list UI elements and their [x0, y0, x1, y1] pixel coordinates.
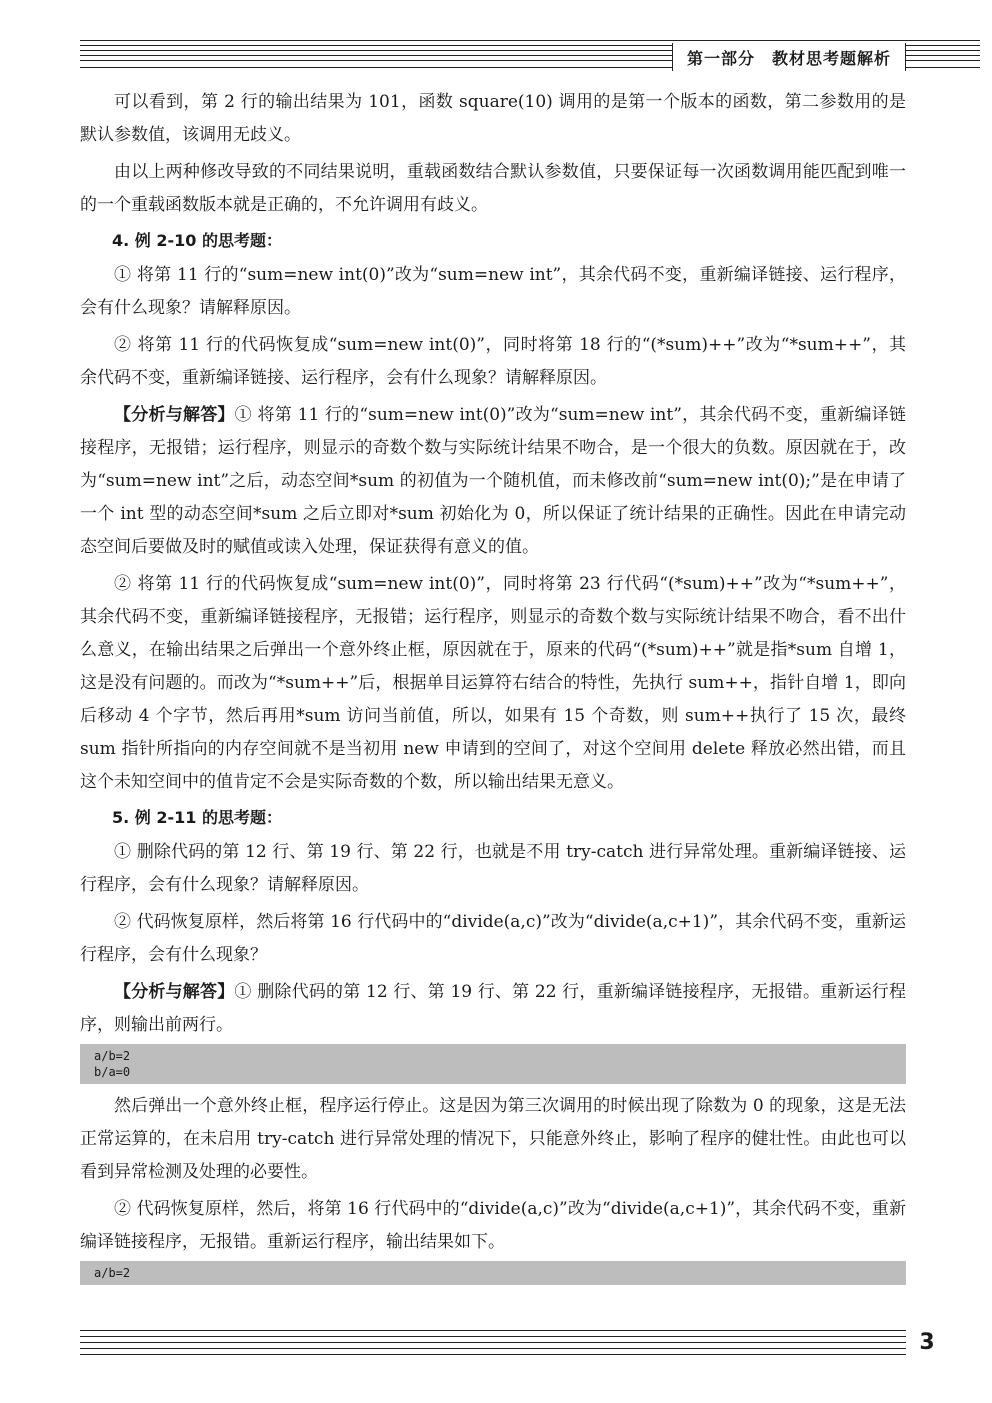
code-line: a/b=2	[94, 1049, 131, 1063]
page-body	[80, 86, 906, 1291]
code-output-block	[80, 1261, 906, 1285]
question-heading-5: 5. 例 2-11 的思考题：	[112, 808, 282, 827]
paragraph: 由以上两种修改导致的不同结果说明，重载函数结合默认参数值，只要保证每一次函数调用能匹配到唯一的一个重载函数版本就是正确的，不允许调用有歧义。	[80, 162, 906, 215]
footer-rules	[80, 1326, 906, 1362]
section-title: 第一部分 教材思考题解析	[672, 43, 906, 71]
question-item: ② 将第 11 行的代码恢复成“sum=new int(0)”，同时将第 18 行的“(*sum)++”改为“*sum++”，其余代码不变，重新编译链接、运行程序，会有什么现象？请解释原因。	[80, 335, 906, 388]
answer-paragraph: 然后弹出一个意外终止框，程序运行停止。这是因为第三次调用的时候出现了除数为 0 的现象，这是无法正常运算的，在未启用 try-catch 进行异常处理的情况下，只能意外终止，影响了程序的健壮性。由此也可以看到异常检测及处理的必要性。	[80, 1096, 906, 1182]
question-item: ② 代码恢复原样，然后将第 16 行代码中的“divide(a,c)”改为“divide(a,c+1)”，其余代码不变，重新运行程序，会有什么现象？	[80, 912, 906, 965]
paragraph: 可以看到，第 2 行的输出结果为 101，函数 square(10) 调用的是第一个版本的函数，第二参数用的是默认参数值，该调用无歧义。	[80, 92, 906, 145]
question-item: ① 将第 11 行的“sum=new int(0)”改为“sum=new int”，其余代码不变，重新编译链接、运行程序，会有什么现象？请解释原因。	[80, 265, 906, 318]
question-item: ① 删除代码的第 12 行、第 19 行、第 22 行，也就是不用 try-catch 进行异常处理。重新编译链接、运行程序，会有什么现象？请解释原因。	[80, 842, 906, 895]
answer-text: ① 删除代码的第 12 行、第 19 行、第 22 行，重新编译链接程序，无报错。重新运行程序，则输出前两行。	[80, 982, 906, 1035]
page-number: 3	[919, 1330, 935, 1355]
answer-lead: 【分析与解答】	[114, 982, 235, 1002]
answer-paragraph	[80, 976, 906, 1042]
answer-paragraph: ② 将第 11 行的代码恢复成“sum=new int(0)”，同时将第 23 行代码“(*sum)++”改为“*sum++”，其余代码不变，重新编译链接程序，无报错；运行程序，则显示的奇数个数与实际统计结果不吻合，看不出什么意义，在输出结果之后弹出一个意外终止框，原因就在于，原来的代码“(*sum)++”就是指*sum 自增 1，这是没有问题的。而改为“*sum++”后，根据单目运算符右结合的特性，先执行 sum++，指针自增 1，即向后移动 4 个字节，然后再用*sum 访问当前值，所以，如果有 15 个奇数，则 sum++执行了 15 次，最终 sum 指针所指向的内存空间就不是当初用 new 申请到的空间了，对这个空间用 delete 释放必然出错，而且这个未知空间中的值肯定不会是实际奇数的个数，所以输出结果无意义。	[80, 574, 906, 792]
code-line: a/b=2	[94, 1266, 131, 1280]
code-output-block	[80, 1044, 906, 1084]
answer-lead: 【分析与解答】	[114, 405, 235, 425]
answer-paragraph	[80, 399, 906, 564]
answer-paragraph: ② 代码恢复原样，然后，将第 16 行代码中的“divide(a,c)”改为“divide(a,c+1)”，其余代码不变，重新编译链接程序，无报错。重新运行程序，输出结果如下。	[80, 1199, 906, 1252]
code-line: b/a=0	[94, 1065, 131, 1079]
answer-text: ① 将第 11 行的“sum=new int(0)”改为“sum=new int”，其余代码不变，重新编译链接程序，无报错；运行程序，则显示的奇数个数与实际统计结果不吻合，是一个很大的负数。原因就在于，改为“sum=new int”之后，动态空间*sum 的初值为一个随机值，而未修改前“sum=new int(0);”是在申请了一个 int 型的动态空间*sum 之后立即对*sum 初始化为 0，所以保证了统计结果的正确性。因此在申请完动态空间后要做及时的赋值或读入处理，保证获得有意义的值。	[80, 405, 907, 557]
question-heading-4: 4. 例 2-10 的思考题：	[112, 231, 282, 250]
